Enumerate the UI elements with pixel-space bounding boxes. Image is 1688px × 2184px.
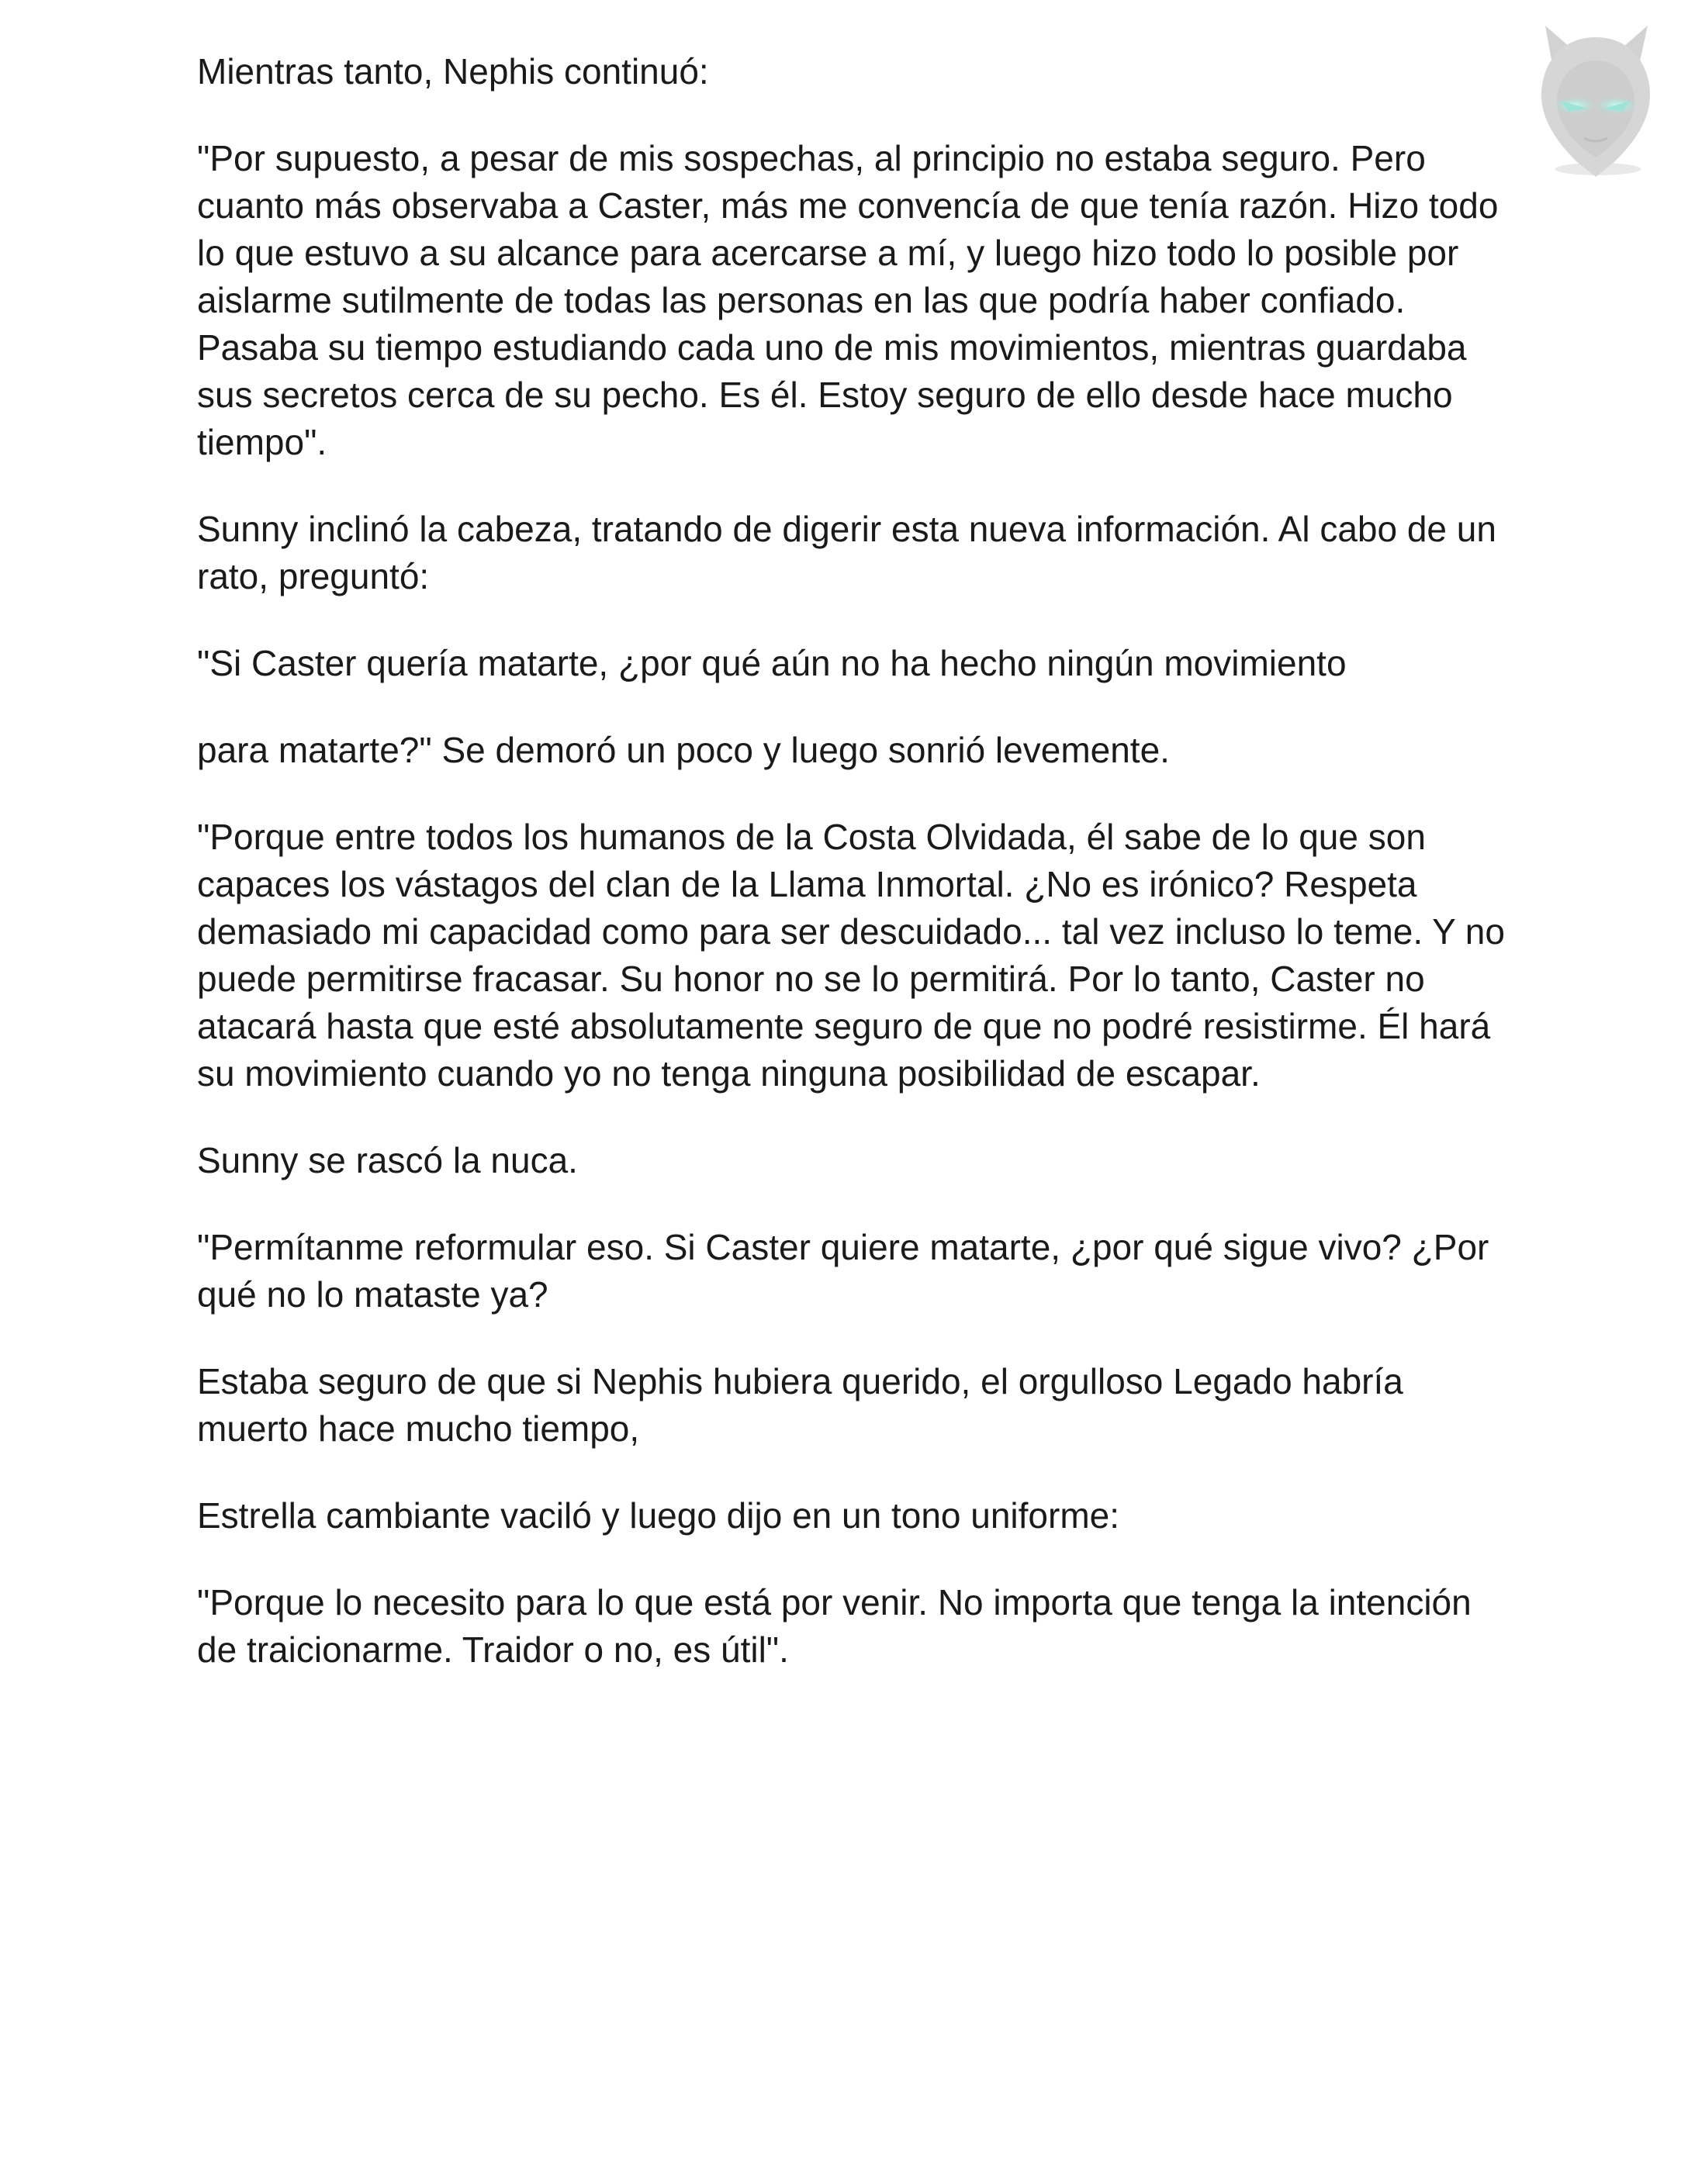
paragraph: "Por supuesto, a pesar de mis sospechas, al principio no estaba seguro. Pero cuanto más observaba a Caster, más me convencía de que tenía razón. Hizo todo lo que estuvo a su alcance para acercarse a mí, y luego hizo todo lo posible por aislarme sutilmente de todas las personas en las que podría haber confiado. Pasaba su tiempo estudiando cada uno de mis movimientos, mientras guardaba sus secretos cerca de su pecho. Es él. Estoy seguro de ello desde hace mucho tiempo". [197, 138, 1499, 462]
paragraph: Sunny inclinó la cabeza, tratando de digerir esta nueva información. Al cabo de un rato, preguntó: [197, 509, 1496, 596]
paragraph: "Permítanme reformular eso. Si Caster quiere matarte, ¿por qué sigue vivo? ¿Por qué no lo mataste ya? [197, 1227, 1489, 1315]
paragraph: "Porque entre todos los humanos de la Costa Olvidada, él sabe de lo que son capaces los vástagos del clan de la Llama Inmortal. ¿No es irónico? Respeta demasiado mi capacidad como para ser descuidado... tal vez incluso lo teme. Y no puede permitirse fracasar. Su honor no se lo permitirá. Por lo tanto, Caster no atacará hasta que esté absolutamente seguro de que no podré resistirme. Él hará su movimiento cuando yo no tenga ninguna posibilidad de escapar. [197, 817, 1505, 1094]
paragraph: "Si Caster quería matarte, ¿por qué aún no ha hecho ningún movimiento [197, 643, 1347, 683]
paragraph: Estrella cambiante vaciló y luego dijo en un tono uniforme: [197, 1495, 1120, 1536]
paragraph: para matarte?" Se demoró un poco y luego sonrió levemente. [197, 730, 1170, 770]
demon-head-icon [1522, 14, 1669, 185]
paragraph: Mientras tanto, Nephis continuó: [197, 51, 709, 92]
document-body [197, 48, 1516, 1713]
paragraph: Estaba seguro de que si Nephis hubiera querido, el orgulloso Legado habría muerto hace mucho tiempo, [197, 1361, 1403, 1449]
paragraph: "Porque lo necesito para lo que está por venir. No importa que tenga la intención de traicionarme. Traidor o no, es útil". [197, 1582, 1472, 1670]
paragraph: Sunny se rascó la nuca. [197, 1140, 578, 1180]
